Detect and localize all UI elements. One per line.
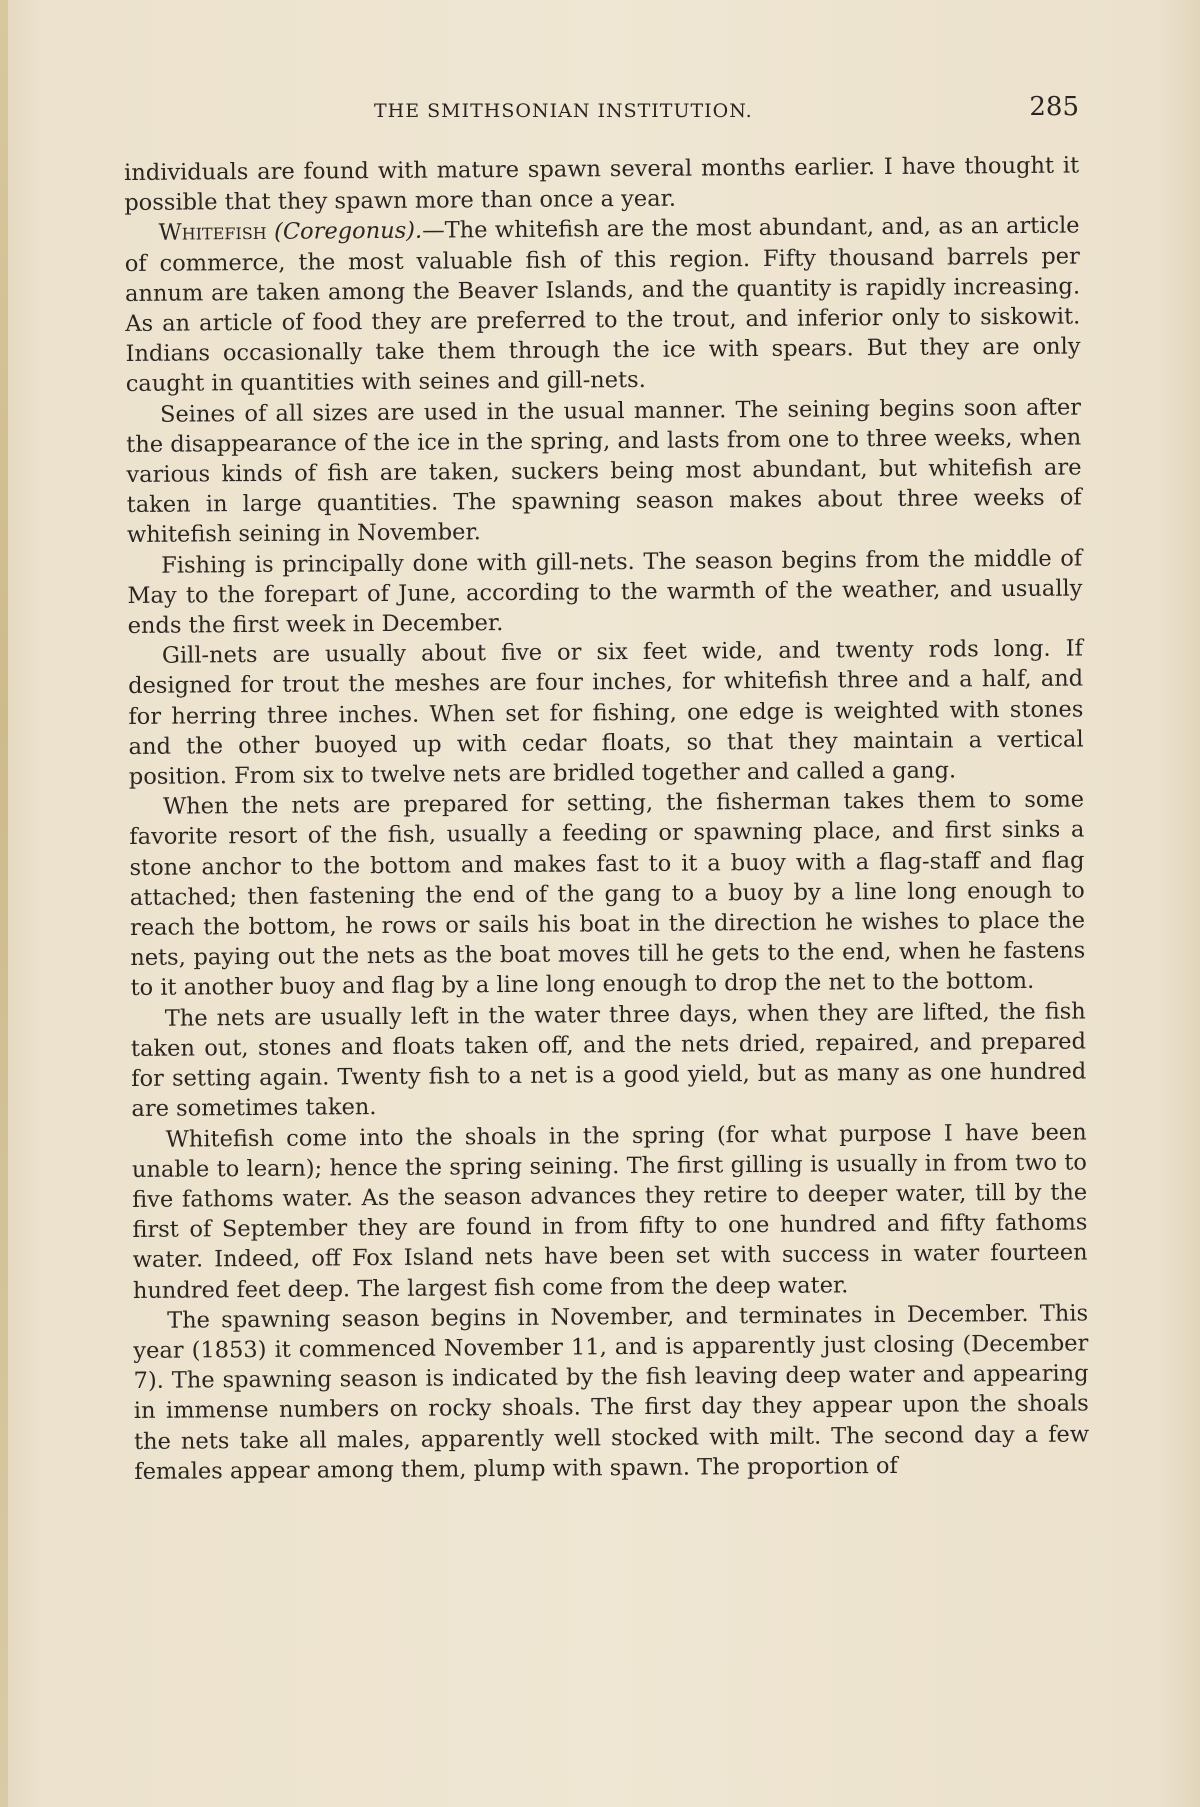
page-number: 285 <box>1029 92 1079 122</box>
paragraph-shoals: Whitefish come into the shoals in the spring (for what purpose I have been unable to learn); hence the spring seining. The first gilling is usually in from two to five fathoms water. As the season advances they retire to deeper water, till by the first of September they are found in from fifty to one hundred and fifty fathoms water. Indeed, off Fox Island nets have been set with success in water fourteen hundred feet deep. The largest fish come from the deep water. <box>131 1118 1088 1304</box>
paragraph-setting-nets: When the nets are prepared for setting, the fisherman takes them to some favorite resort of the fish, usually a feeding or spawning place, and first sinks a stone anchor to the bottom and makes fast to it a buoy with a flag-staff and flag attached; then fastening the end of the gang to a buoy by a line long enough to reach the bottom, he rows or sails his boat in the direction he wishes to place the nets, paying out the nets as the boat moves till he gets to the end, when he fastens to it another buoy and flag by a line long enough to drop the net to the bottom. <box>129 786 1086 1002</box>
genus-name: (Coregonus). <box>274 218 423 246</box>
running-head: THE SMITHSONIAN INSTITUTION. <box>374 100 753 122</box>
paragraph-fishing: Fishing is principally done with gill-nets. The season begins from the middle of May to the forepart of June, according to the warmth of the weather, and usually ends the first week in December. <box>127 545 1083 640</box>
section-lead-whitefish: Whitefish <box>158 219 267 247</box>
body-text <box>124 150 1089 1486</box>
paragraph-continuation: individuals are found with mature spawn several months earlier. I have thought it possible that they spawn more than once a year. <box>124 152 1080 217</box>
paragraph-lifting-nets: The nets are usually left in the water three days, when they are lifted, the fish taken out, stones and floats taken off, and the nets dried, repaired, and prepared for setting again. Twenty fish to a net is a good yield, but as many as one hundred are sometimes taken. <box>130 998 1087 1123</box>
paragraph-gill-nets: Gill-nets are usually about five or six feet wide, and twenty rods long. If designed for trout the meshes are four inches, for whitefish three and a half, and for herring three inches. When set for fishing, one edge is weighted with stones and the other buoyed up with cedar floats, so that they maintain a vertical position. From six to twelve nets are bridled together and called a gang. <box>128 635 1084 791</box>
paragraph-spawning: The spawning season begins in November, and terminates in December. This year (1853) it commenced November 11, and is apparently just closing (December 7). The spawning season is indicated by the fish leaving deep water and appearing in immense numbers on rocky shoals. The first day they appear upon the shoals the nets take all males, apparently well stocked with milt. The second day a few females appear among them, plump with spawn. The proportion of <box>133 1300 1090 1485</box>
page-header <box>124 92 1079 132</box>
paragraph-seines: Seines of all sizes are used in the usual manner. The seining begins soon after the disappearance of the ice in the spring, and lasts from one to three weeks, when various kinds of fish are taken, suckers being most abundant, but whitefish are taken in large quantities. The spawning season makes about three weeks of whitefish seining in November. <box>126 394 1082 549</box>
page-binding-edge <box>0 0 8 1807</box>
paragraph-whitefish <box>124 211 1080 400</box>
paragraph-whitefish-text: —The whitefish are the most abundant, and, as an article of commerce, the most valuable fish of this region. Fifty thousand barrels per annum are taken among the Beaver Islands, and the quantity is rapidly increasing. As an article of food they are preferred to the trout, and inferior only to siskowit. Indians occasionally take them through the ice with spears. But they are only caught in quantities with seines and gill-nets. <box>124 212 1081 398</box>
